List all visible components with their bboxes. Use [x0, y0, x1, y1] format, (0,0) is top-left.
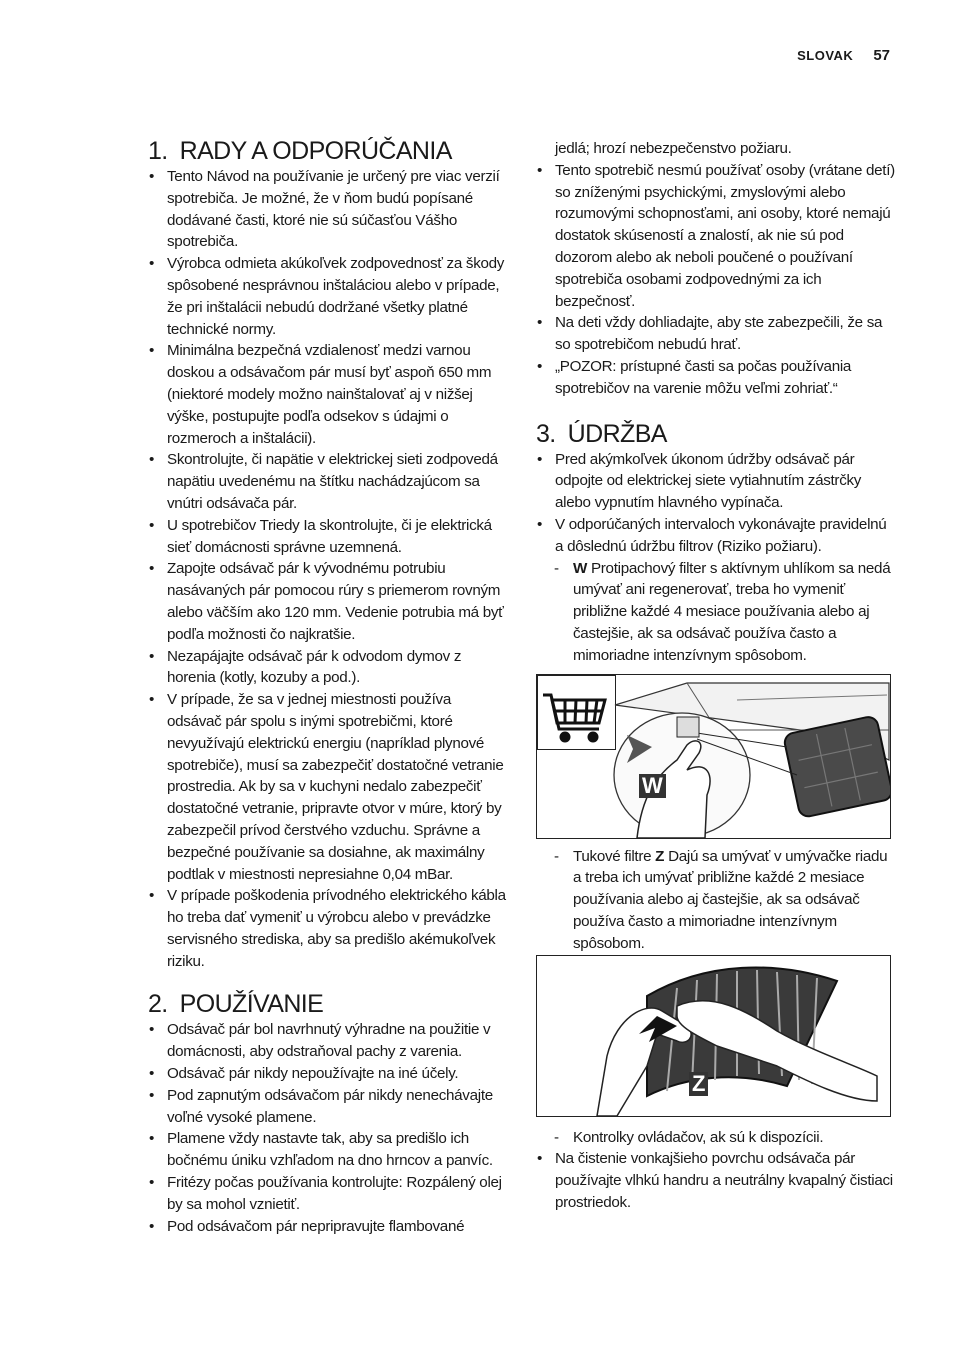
filter-latch	[677, 717, 699, 737]
list-item: • Minimálna bezpečná vzdialenosť medzi varnou doskou a odsávačom pár musí byť aspoň 650 mm (niektoré modely možno nainštalovať aj v nižšej výške, postupujte podľa odsekov s údajmi o rozmeroch a inštalácii).	[148, 340, 508, 449]
carbon-filter-illustration	[537, 675, 890, 838]
section-1-heading: 1. RADY A ODPORÚČANIA	[148, 137, 452, 165]
section-3-list	[536, 449, 896, 558]
section-2-heading: 2. POUŽÍVANIE	[148, 990, 324, 1019]
section-1-list	[148, 166, 508, 972]
dash-item: - Tukové filtre Z Dajú sa umývať v umývačke riadu a treba ich umývať približne každé 2 mesiace používania alebo aj častejšie, ak sa odsávač používa často a mimoriadne intenzívnym spôsobom.	[536, 846, 896, 955]
page-header	[797, 47, 890, 64]
list-item: • Skontrolujte, či napätie v elektrickej sieti zodpovedá napätiu uvedenému na štítku nachádzajúcom sa vnútri odsávača pár.	[148, 449, 508, 514]
section-2-list-continued	[536, 160, 896, 400]
carbon-filter	[783, 715, 890, 818]
left-column	[148, 136, 508, 1237]
language-label: SLOVAK	[797, 48, 854, 63]
figure-label-w: W	[639, 774, 666, 798]
page-number: 57	[873, 47, 890, 64]
list-item: • U spotrebičov Triedy Ia skontrolujte, či je elektrická sieť domácnosti správne uzemnená.	[148, 515, 508, 559]
list-item: • Pod zapnutým odsávačom pár nikdy nenechávajte voľné vysoké plamene.	[148, 1085, 508, 1129]
filter-w-item	[536, 558, 896, 667]
continued-text: jedlá; hrozí nebezpečenstvo požiaru.	[555, 140, 792, 157]
list-item: • Pred akýmkoľvek úkonom údržby odsávač pár odpojte od elektrickej siete vytiahnutím zástrčky alebo vypnutím hlavného vypínača.	[536, 449, 896, 514]
list-item: • Odsávač pár bol navrhnutý výhradne na použitie v domácnosti, aby odstraňoval pachy z varenia.	[148, 1019, 508, 1063]
list-item: • Odsávač pár nikdy nepoužívajte na iné účely.	[148, 1063, 508, 1085]
list-item: • V odporúčaných intervaloch vykonávajte pravidelnú a dôslednú údržbu filtrov (Riziko požiaru).	[536, 514, 896, 558]
list-item: • V prípade, že sa v jednej miestnosti používa odsávač pár spolu s inými spotrebičmi, ktoré nevyužívajú elektrickú energiu (napríklad plynové spotrebiče), musí sa zabezpečiť dostatočné vetranie prostredia. Ak by sa v kuchyni nedalo zabezpečiť dostatočné vetranie, pripravte otvor v múre, ktorý by zabezpečil prívod čerstvého vzduchu. Správne a bezpečné používanie sa dosiahne, ak maximálny podtlak v miestnosti nepresiahne 0,04 mBar.	[148, 689, 508, 885]
list-item: • Plamene vždy nastavte tak, aby sa predišlo ich bočnému úniku vzhľadom na dno hrncov a panvíc.	[148, 1128, 508, 1172]
list-item: • Na deti vždy dohliadajte, aby ste zabezpečili, že sa so spotrebičom nebudú hrať.	[536, 312, 896, 356]
grease-filter-figure	[536, 955, 891, 1117]
list-item: • „POZOR: prístupné časti sa počas používania spotrebičov na varenie môžu veľmi zohriať.“	[536, 356, 896, 400]
dash-item: - W Protipachový filter s aktívnym uhlíkom sa nedá umývať ani regenerovať, treba ho vymeniť približne každé 4 mesiace používania alebo aj častejšie, ak sa odsávač používa často a mimoriadne intenzívnym spôsobom.	[536, 558, 896, 667]
list-item: • Nezapájajte odsávač pár k odvodom dymov z horenia (kotly, kozuby a pod.).	[148, 646, 508, 690]
list-item: • Tento Návod na používanie je určený pre viac verzií spotrebiča. Je možné, že v ňom budú popísané dodávané časti, ktoré nie sú súčasťou Vášho spotrebiča.	[148, 166, 508, 253]
dash-item: - Kontrolky ovládačov, ak sú k dispozícii.	[536, 1127, 896, 1149]
list-item: • Fritézy počas používania kontrolujte: Rozpálený olej by sa mohol vznietiť.	[148, 1172, 508, 1216]
filter-z-item	[536, 846, 896, 955]
list-item: • Zapojte odsávač pár k vývodnému potrubiu nasávaných pár pomocou rúry s priemerom rovným alebo väčším ako 120 mm. Vedenie potrubia má byť podľa možnosti čo najkratšie.	[148, 558, 508, 645]
figure-label-z: Z	[689, 1072, 708, 1096]
section-2-list	[148, 1019, 508, 1237]
list-item: • Na čistenie vonkajšieho povrchu odsávača pár používajte vlhkú handru a neutrálny kvapalný čistiaci prostriedok.	[536, 1148, 896, 1213]
controls-item	[536, 1127, 896, 1149]
list-item: • Pod odsávačom pár nepripravujte flambované	[148, 1216, 508, 1238]
right-column	[536, 138, 896, 1214]
list-item: • V prípade poškodenia prívodného elektrického kábla ho treba dať vymeniť u výrobcu alebo v prevádzke servisného strediska, aby sa predišlo akémukoľvek riziku.	[148, 885, 508, 972]
section-3-final-list	[536, 1148, 896, 1213]
list-item: • Tento spotrebič nesmú používať osoby (vrátane detí) so zníženými psychickými, zmyslovými alebo rozumovými schopnosťami, ani osoby, ktoré nemajú dostatok skúseností a znalostí, ak nie sú pod dozorom alebo ak neboli poučené o používaní spotrebiča osobami zodpovednými za ich bezpečnosť.	[536, 160, 896, 313]
grease-filter-illustration	[537, 956, 890, 1116]
list-item: • Výrobca odmieta akúkoľvek zodpovednosť za škody spôsobené nesprávnou inštaláciou alebo v prípade, že pri inštalácii nebudú dodržané všetky platné technické normy.	[148, 253, 508, 340]
carbon-filter-figure	[536, 674, 891, 839]
section-3-heading: 3. ÚDRŽBA	[536, 419, 667, 448]
